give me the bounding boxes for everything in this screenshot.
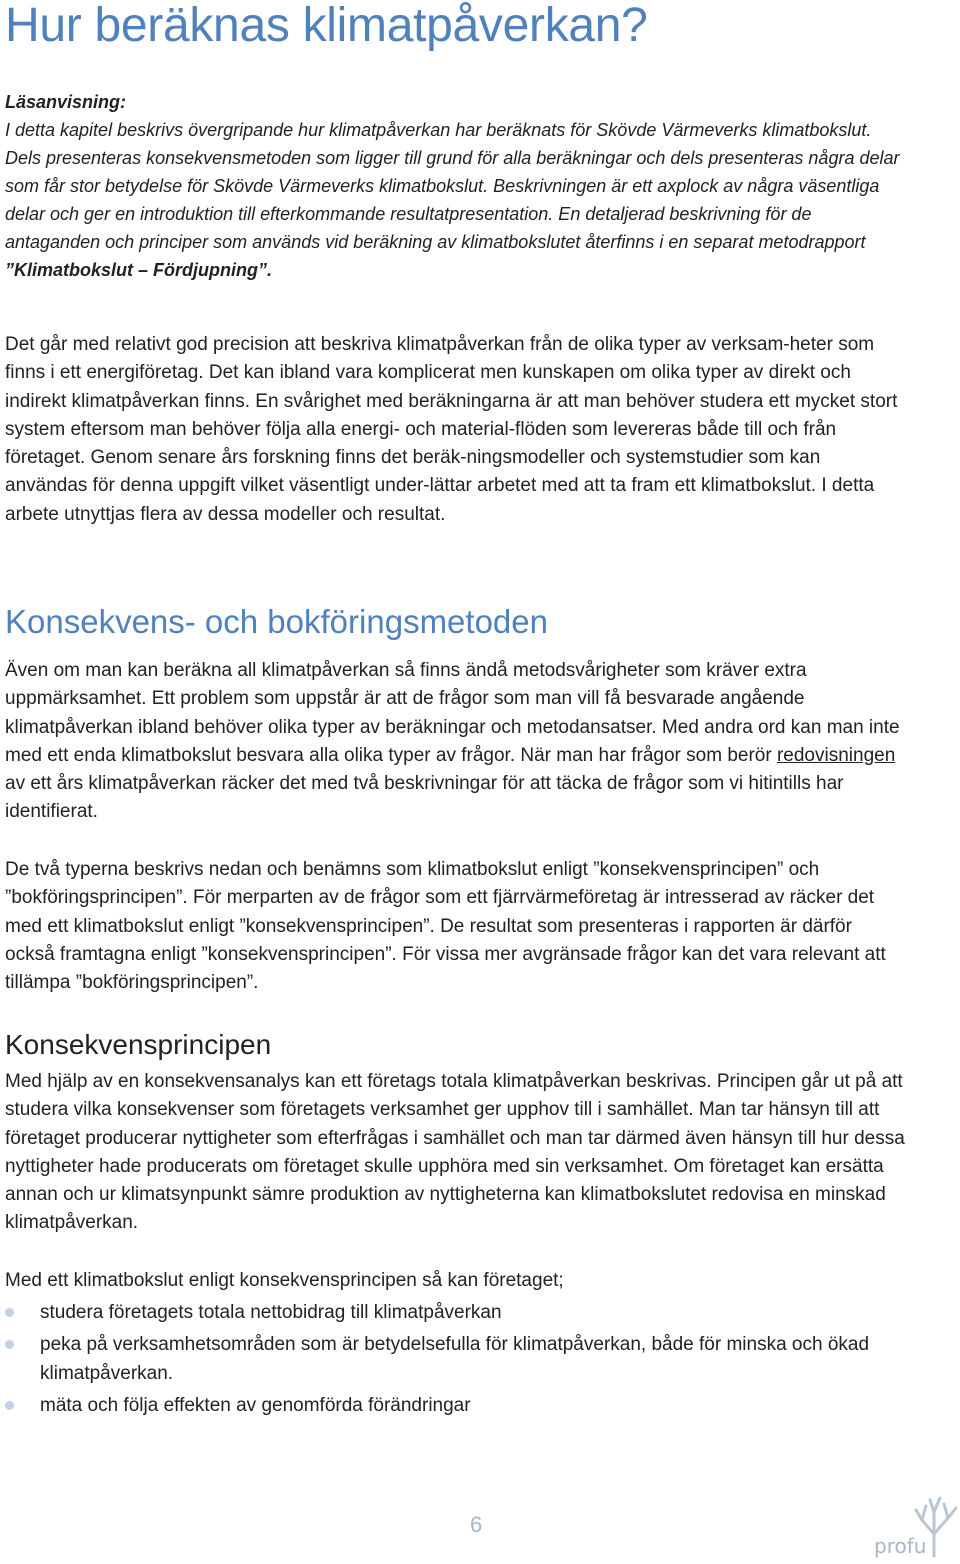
subsection-heading: Konsekvensprincipen bbox=[5, 1029, 272, 1060]
intro-paragraph: Det går med relativt god precision att beskriva klimatpåverkan från de olika typer av verksam-heter som finns i ett energiföretag. Det kan ibland vara komplicerat men kunskapen om olika typer av direkt och indirekt klimatpåverkan finns. En svårighet med beräkningarna är att man behöver studera ett mycket stort system eftersom man behöver följa alla energi- och material-flöden som levereras både till och från företaget. Genom senare års forskning finns det beräk-ningsmodeller och systemstudier som kan användas för denna uppgift vilket väsentligt under-lättar arbetet med att ta fram ett klimatbokslut. I detta arbete utnyttjas flera av dessa modeller och resultat. bbox=[5, 334, 898, 525]
logo-text: profu bbox=[874, 1534, 927, 1558]
bullet-icon bbox=[5, 1340, 14, 1349]
list-item bbox=[5, 1331, 905, 1388]
underlined-term: redovisningen bbox=[776, 744, 896, 766]
subsection-paragraph: Med hjälp av en konsekvensanalys kan ett företags totala klimatpåverkan beskrivas. Principen går ut på att studera vilka konsekvenser som företagets verksamhet ger upphov till i samhället. Man tar hänsyn till att företaget producerar nyttigheter som efterfrågas i samhället och man tar därmed även hänsyn till hur dessa nyttigheter hade producerats om företaget skulle upphöra med sin verksamhet. Om företaget kan ersätta annan och ur klimatsynpunkt sämre produktion av nyttigheterna kan klimatbokslutet redovisa en minskad klimatpåverkan. bbox=[5, 1071, 905, 1234]
section-paragraph bbox=[5, 657, 905, 827]
reading-note-reference: ”Klimatbokslut – Fördjupning”. bbox=[5, 260, 272, 280]
page-number: 6 bbox=[470, 1512, 483, 1537]
section-heading: Konsekvens- och bokföringsmetoden bbox=[5, 603, 548, 640]
paragraph-text: av ett års klimatpåverkan räcker det med två beskrivningar för att täcka de frågor som vi hitintills har identifierat. bbox=[5, 773, 844, 823]
list-item bbox=[5, 1299, 905, 1327]
reading-note-label: Läsanvisning: bbox=[5, 92, 127, 112]
bullet-icon bbox=[5, 1401, 14, 1410]
list-item bbox=[5, 1392, 905, 1420]
paragraph-text: Även om man kan beräkna all klimatpåverkan så finns ändå metodsvårigheter som kräver extra uppmärksamhet. Ett problem som uppstår är att de frågor som man vill få besvarade angående klimatpåverkan ibland behöver olika typer av beräkningar och metodansatser. Med andra ord kan man inte med ett enda klimatbokslut besvara alla olika typer av frågor. När man har frågor som berör bbox=[5, 660, 900, 766]
bullet-list bbox=[5, 1299, 905, 1424]
reading-note bbox=[5, 88, 905, 284]
reading-note-text: I detta kapitel beskrivs övergripande hur klimatpåverkan har beräknats för Skövde Värmeverks klimatbokslut. Dels presenteras konsekvensmetoden som ligger till grund för alla beräkningar och dels presenteras några delar som får stor betydelse för Skövde Värmeverks klimatbokslut. Beskrivningen är ett axplock av några väsentliga delar och ger en introduktion till efterkommande resultatpresentation. En detaljerad beskrivning för de antaganden och principer som används vid beräkning av klimatbokslutet återfinns i en separat metodrapport bbox=[5, 120, 900, 252]
profu-logo bbox=[874, 1490, 960, 1559]
section-paragraph: De två typerna beskrivs nedan och benämns som klimatbokslut enligt ”konsekvensprincipen” och ”bokföringsprincipen”. För merparten av de frågor som ett fjärrvärmeföretag är intresserad av räcker det med ett klimatbokslut enligt ”konsekvensprincipen”. De resultat som presenteras i rapporten är därför också framtagna enligt ”konsekvensprincipen”. För vissa mer avgränsade frågor kan det vara relevant att tillämpa ”bokföringsprincipen”. bbox=[5, 859, 886, 994]
page-title: Hur beräknas klimatpåverkan? bbox=[5, 0, 648, 52]
list-item-text: studera företagets totala nettobidrag till klimatpåverkan bbox=[40, 1302, 502, 1323]
bullet-icon bbox=[5, 1308, 14, 1317]
list-item-text: peka på verksamhetsområden som är betydelsefulla för klimatpåverkan, både för minska och ökad klimatpåverkan. bbox=[40, 1334, 870, 1384]
list-item-text: mäta och följa effekten av genomförda förändringar bbox=[40, 1394, 471, 1416]
subsection-paragraph: Med ett klimatbokslut enligt konsekvensprincipen så kan företaget; bbox=[5, 1270, 564, 1291]
